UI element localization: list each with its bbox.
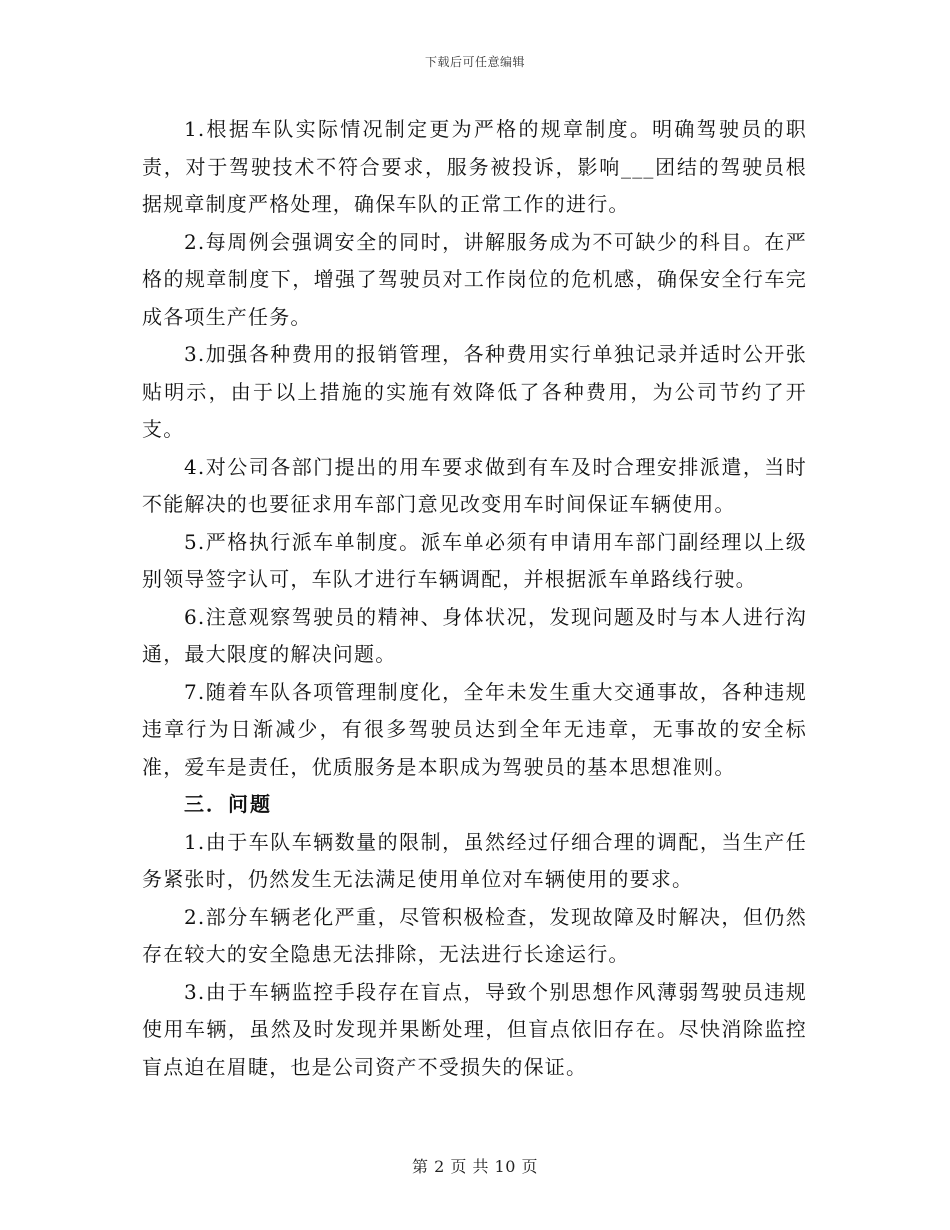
page-header: 下载后可任意编辑 <box>424 55 525 69</box>
paragraph-item-3: 3.加强各种费用的报销管理，各种费用实行单独记录并适时公开张贴明示，由于以上措施的实施有效降低了各种费用，为公司节约了开支。 <box>142 342 807 441</box>
paragraph-item-2: 2.每周例会强调安全的同时，讲解服务成为不可缺少的科目。在严格的规章制度下，增强了驾驶员对工作岗位的危机感，确保安全行车完成各项生产任务。 <box>142 229 807 329</box>
page-footer: 第 2 页 共 10 页 <box>412 1157 538 1176</box>
problem-item-2: 2.部分车辆老化严重，尽管积极检查，发现故障及时解决，但仍然存在较大的安全隐患无法排除，无法进行长途运行。 <box>142 904 807 966</box>
paragraph-item-7: 7.随着车队各项管理制度化，全年未发生重大交通事故，各种违规违章行为日渐减少，有很多驾驶员达到全年无违章，无事故的安全标准，爱车是责任，优质服务是本职成为驾驶员的基本思想准则。 <box>142 679 807 779</box>
paragraph-item-4: 4.对公司各部门提出的用车要求做到有车及时合理安排派遣，当时不能解决的也要征求用车部门意见改变用车时间保证车辆使用。 <box>142 454 807 516</box>
section-heading-problems: 三．问题 <box>184 792 272 816</box>
problem-item-1: 1.由于车队车辆数量的限制，虽然经过仔细合理的调配，当生产任务紧张时，仍然发生无法满足使用单位对车辆使用的要求。 <box>142 829 807 891</box>
problem-item-3: 3.由于车辆监控手段存在盲点，导致个别思想作风薄弱驾驶员违规使用车辆，虽然及时发现并果断处理，但盲点依旧存在。尽快消除监控盲点迫在眉睫，也是公司资产不受损失的保证。 <box>142 979 807 1079</box>
paragraph-item-5: 5.严格执行派车单制度。派车单必须有申请用车部门副经理以上级别领导签字认可，车队才进行车辆调配，并根据派车单路线行驶。 <box>142 529 807 591</box>
document-body <box>142 111 807 1086</box>
paragraph-item-6: 6.注意观察驾驶员的精神、身体状况，发现问题及时与本人进行沟通，最大限度的解决问题。 <box>142 604 807 666</box>
paragraph-item-1: 1.根据车队实际情况制定更为严格的规章制度。明确驾驶员的职责，对于驾驶技术不符合要求，服务被投诉，影响___团结的驾驶员根据规章制度严格处理，确保车队的正常工作的进行。 <box>142 117 807 216</box>
